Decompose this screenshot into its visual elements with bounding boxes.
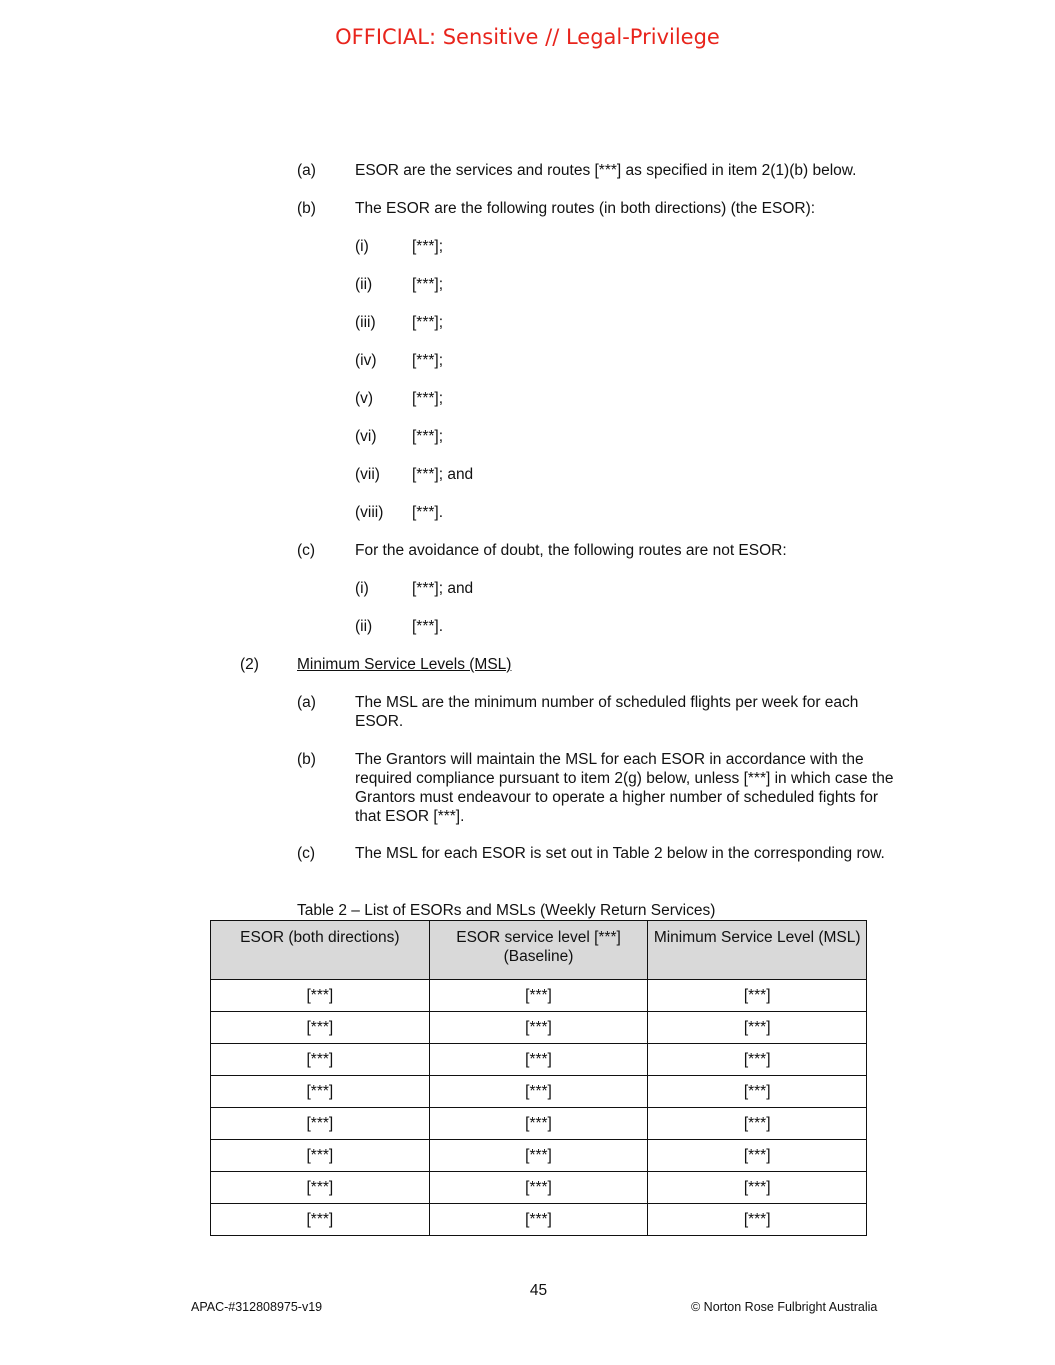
list-item-text: [***]. [412,618,444,635]
table-cell: [***] [429,1140,648,1172]
document-id: APAC-#312808975-v19 [191,1300,323,1314]
list-item-label: (iii) [355,314,376,331]
table-cell: [***] [211,1140,430,1172]
table-cell: [***] [429,1172,648,1204]
column-header: ESOR (both directions) [211,921,430,980]
clause-text: The Grantors will maintain the MSL for each ESOR in accordance with the required compliance pursuant to item 2(g) below, unless [***] in which case the Grantors must endeavour to operate a higher number of scheduled fights for that ESOR [***]. [355,751,894,825]
table-row [211,1172,867,1204]
table-row [211,1076,867,1108]
clause-text: The ESOR are the following routes (in both directions) (the ESOR): [355,200,816,217]
table-cell: [***] [648,980,867,1012]
list-item-text: [***]; [412,276,444,293]
table-cell: [***] [429,1076,648,1108]
clause-label: (b) [297,751,316,768]
list-item-label: (iv) [355,352,377,369]
list-item-label: (i) [355,580,369,597]
section-label: (2) [240,656,259,673]
clause-label: (c) [297,542,316,559]
table-cell: [***] [648,1108,867,1140]
table-cell: [***] [648,1076,867,1108]
copyright-notice: © Norton Rose Fulbright Australia [691,1300,878,1314]
table-cell: [***] [429,1012,648,1044]
clause-text: The MSL for each ESOR is set out in Table 2 below in the corresponding row. [355,845,885,862]
list-item-label: (vii) [355,466,380,483]
table-cell: [***] [211,1108,430,1140]
column-header: Minimum Service Level (MSL) [648,921,867,980]
table-cell: [***] [211,1172,430,1204]
table-row [211,1140,867,1172]
list-item-label: (v) [355,390,374,407]
clause-label: (a) [297,694,316,711]
section-title: Minimum Service Levels (MSL) [297,656,512,673]
column-header: ESOR service level [***] (Baseline) [429,921,648,980]
table-cell: [***] [429,1044,648,1076]
table-cell: [***] [429,1108,648,1140]
list-item-text: [***]; [412,314,444,331]
table-cell: [***] [211,1204,430,1236]
table-cell: [***] [211,1044,430,1076]
list-item-label: (viii) [355,504,384,521]
esor-msl-table [210,920,867,1236]
table-cell: [***] [648,1044,867,1076]
list-item-label: (vi) [355,428,377,445]
list-item-text: [***]; [412,390,444,407]
table-row [211,1108,867,1140]
table-row [211,1044,867,1076]
table-cell: [***] [648,1012,867,1044]
list-item-label: (ii) [355,276,373,293]
table-cell: [***] [211,1076,430,1108]
list-item-label: (i) [355,238,369,255]
table-cell: [***] [211,980,430,1012]
list-item-label: (ii) [355,618,373,635]
clause-text: The MSL are the minimum number of scheduled flights per week for each ESOR. [355,694,859,730]
table-row [211,980,867,1012]
table-cell: [***] [648,1204,867,1236]
clause-text: For the avoidance of doubt, the following routes are not ESOR: [355,542,787,559]
clause-label: (a) [297,162,316,179]
clause-label: (c) [297,845,316,862]
clause-text: ESOR are the services and routes [***] as specified in item 2(1)(b) below. [355,162,857,179]
table-cell: [***] [648,1140,867,1172]
table-row [211,1204,867,1236]
table-row [211,1012,867,1044]
page-number: 45 [529,1282,548,1299]
classification-marking: OFFICIAL: Sensitive // Legal-Privilege [335,25,720,49]
table-header-row [211,921,867,980]
table-cell: [***] [429,1204,648,1236]
list-item-text: [***]. [412,504,444,521]
clause-label: (b) [297,200,316,217]
table-cell: [***] [211,1012,430,1044]
list-item-text: [***]; and [412,580,474,597]
table-cell: [***] [648,1172,867,1204]
table-caption: Table 2 – List of ESORs and MSLs (Weekly Return Services) [297,902,716,919]
list-item-text: [***]; [412,352,444,369]
list-item-text: [***]; and [412,466,474,483]
list-item-text: [***]; [412,238,444,255]
table-cell: [***] [429,980,648,1012]
list-item-text: [***]; [412,428,444,445]
